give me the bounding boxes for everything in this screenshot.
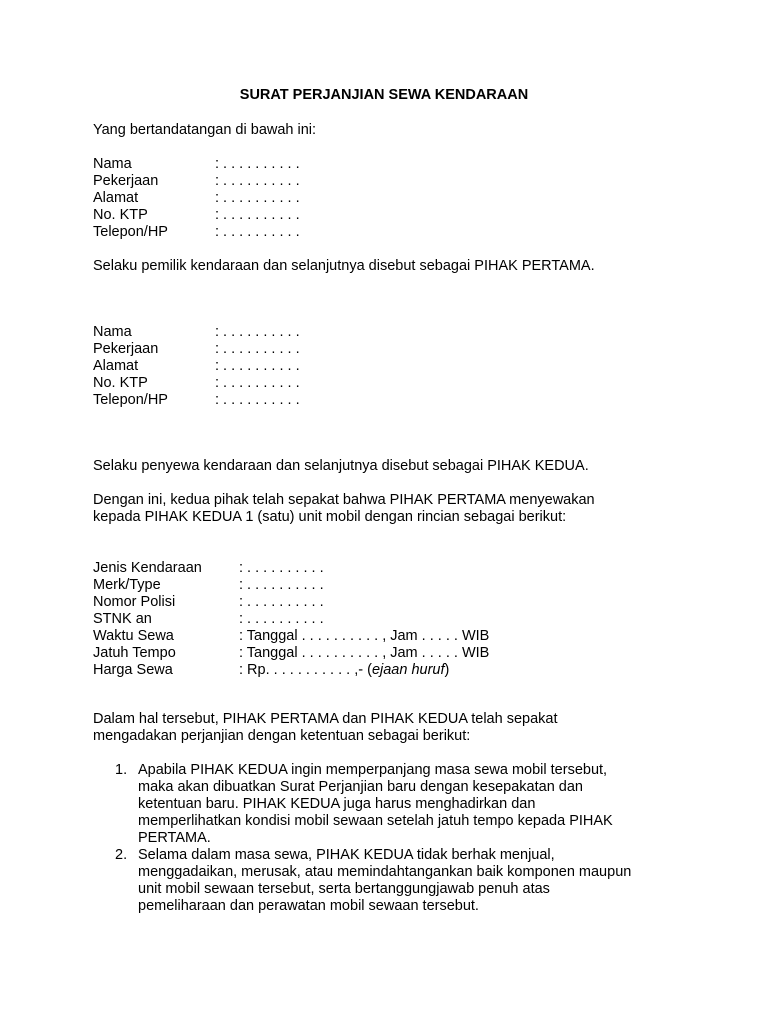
- term-text: [138, 847, 678, 915]
- field-label: STNK an: [93, 611, 152, 627]
- field-value: : . . . . . . . . . .: [215, 375, 300, 391]
- field-label: Pekerjaan: [93, 341, 159, 357]
- field-value: : Tanggal . . . . . . . . . . , Jam . . . . . WIB: [239, 645, 490, 661]
- price-suffix: ): [444, 662, 450, 678]
- field-label: Alamat: [93, 190, 139, 206]
- term-line: unit mobil sewaan tersebut, serta bertanggungjawab penuh atas: [138, 881, 550, 897]
- agreement-line-1: Dengan ini, kedua pihak telah sepakat bahwa PIHAK PERTAMA menyewakan: [93, 492, 595, 508]
- field-label: Nama: [93, 156, 132, 172]
- term-number: 2.: [115, 847, 128, 863]
- field-value: : . . . . . . . . . .: [215, 156, 300, 172]
- field-label: Pekerjaan: [93, 173, 159, 189]
- terms-intro-line-1: Dalam hal tersebut, PIHAK PERTAMA dan PIHAK KEDUA telah sepakat: [93, 711, 558, 727]
- field-value: : . . . . . . . . . .: [215, 224, 300, 240]
- price-italic-note: ejaan huruf: [371, 662, 445, 678]
- term-line: menggadaikan, merusak, atau memindahtangankan baik komponen maupun: [138, 864, 632, 880]
- field-label: Nomor Polisi: [93, 594, 176, 610]
- field-label: Alamat: [93, 358, 139, 374]
- field-value: : . . . . . . . . . .: [239, 560, 324, 576]
- term-line: ketentuan baru. PIHAK KEDUA juga harus menghadirkan dan: [138, 796, 536, 812]
- term-line: maka akan dibuatkan Surat Perjanjian baru dengan kesepakatan dan: [138, 779, 583, 795]
- party1-role: Selaku pemilik kendaraan dan selanjutnya disebut sebagai PIHAK PERTAMA.: [93, 258, 595, 274]
- field-label: Telepon/HP: [93, 392, 168, 408]
- field-label: Nama: [93, 324, 132, 340]
- field-value: : . . . . . . . . . .: [239, 577, 324, 593]
- field-value: : . . . . . . . . . .: [215, 173, 300, 189]
- field-value: : . . . . . . . . . .: [215, 358, 300, 374]
- term-line: PERTAMA.: [138, 830, 211, 846]
- term-line: pemeliharaan dan perawatan mobil sewaan tersebut.: [138, 898, 479, 914]
- price-prefix: : Rp. . . . . . . . . . . ,- (: [239, 662, 372, 678]
- document-title: SURAT PERJANJIAN SEWA KENDARAAN: [239, 87, 529, 103]
- term-line: Apabila PIHAK KEDUA ingin memperpanjang masa sewa mobil tersebut,: [138, 762, 608, 778]
- term-text: [138, 762, 678, 847]
- field-value: : . . . . . . . . . .: [215, 324, 300, 340]
- field-value: : . . . . . . . . . .: [215, 341, 300, 357]
- field-label: Waktu Sewa: [93, 628, 174, 644]
- field-value: : . . . . . . . . . .: [215, 207, 300, 223]
- field-value: : Tanggal . . . . . . . . . . , Jam . . . . . WIB: [239, 628, 490, 644]
- term-line: memperlihatkan kondisi mobil sewaan setelah jatuh tempo kepada PIHAK: [138, 813, 613, 829]
- agreement-line-2: kepada PIHAK KEDUA 1 (satu) unit mobil dengan rincian sebagai berikut:: [93, 509, 567, 525]
- field-label: No. KTP: [93, 375, 148, 391]
- field-label: Jenis Kendaraan: [93, 560, 202, 576]
- field-label: Jatuh Tempo: [93, 645, 176, 661]
- field-value: : . . . . . . . . . .: [215, 190, 300, 206]
- field-label: Telepon/HP: [93, 224, 168, 240]
- term-number: 1.: [115, 762, 128, 778]
- party2-role: Selaku penyewa kendaraan dan selanjutnya disebut sebagai PIHAK KEDUA.: [93, 458, 589, 474]
- terms-intro-line-2: mengadakan perjanjian dengan ketentuan sebagai berikut:: [93, 728, 471, 744]
- field-label: Merk/Type: [93, 577, 161, 593]
- field-value: [239, 662, 449, 679]
- term-line: Selama dalam masa sewa, PIHAK KEDUA tidak berhak menjual,: [138, 847, 555, 863]
- field-value: : . . . . . . . . . .: [239, 594, 324, 610]
- field-label: No. KTP: [93, 207, 148, 223]
- field-value: : . . . . . . . . . .: [239, 611, 324, 627]
- intro-text: Yang bertandatangan di bawah ini:: [93, 122, 317, 138]
- field-value: : . . . . . . . . . .: [215, 392, 300, 408]
- field-label: Harga Sewa: [93, 662, 173, 678]
